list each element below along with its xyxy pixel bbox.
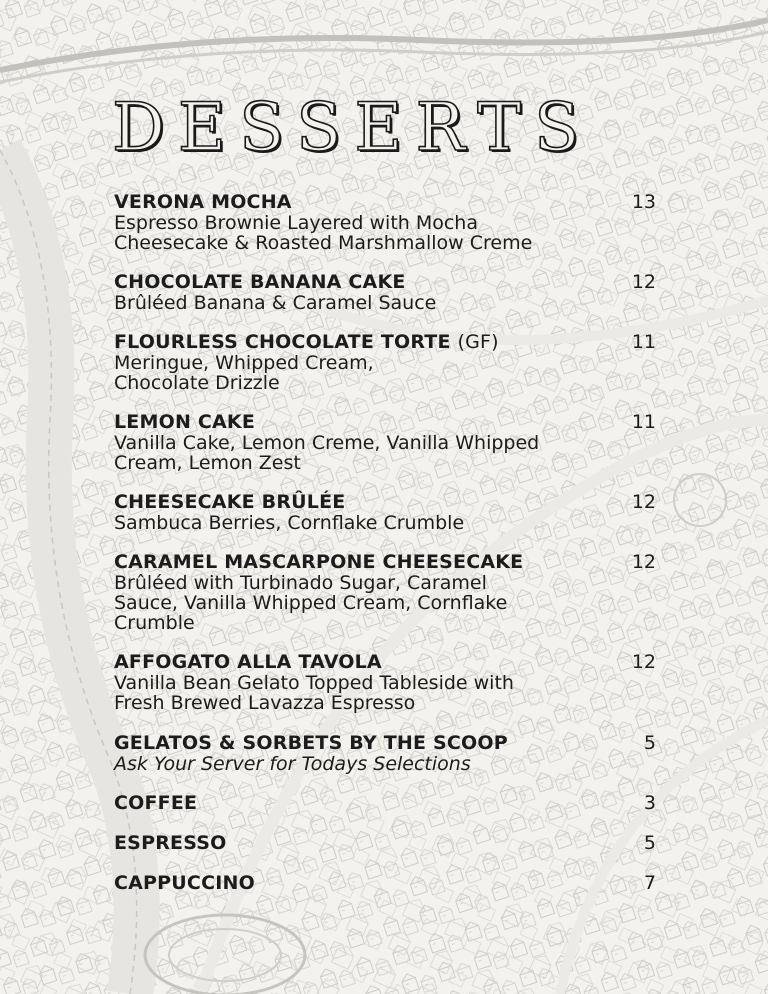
menu-item: [114, 192, 658, 253]
item-name: FLOURLESS CHOCOLATE TORTE: [114, 331, 451, 353]
item-description-line: Brûléed with Turbinado Sugar, Caramel: [114, 572, 487, 594]
item-price: 5: [643, 832, 656, 854]
item-price: 12: [631, 271, 656, 293]
item-price: 7: [643, 872, 656, 894]
item-price: 11: [631, 331, 656, 353]
menu-item: [114, 332, 658, 393]
menu-title: DESSERTS: [112, 89, 593, 166]
item-description-line: Vanilla Bean Gelato Topped Tableside with: [114, 672, 514, 694]
menu-item: [114, 552, 658, 633]
item-description-line: Sauce, Vanilla Whipped Cream, Cornflake: [114, 592, 508, 614]
item-price: 12: [631, 551, 656, 573]
menu-item: [114, 733, 658, 774]
item-description-line: Fresh Brewed Lavazza Espresso: [114, 692, 416, 714]
menu-item: [114, 873, 658, 894]
item-name: AFFOGATO ALLA TAVOLA: [114, 651, 382, 673]
item-name: GELATOS & SORBETS BY THE SCOOP: [114, 732, 508, 754]
item-price: 12: [631, 651, 656, 673]
item-price: 3: [643, 792, 656, 814]
item-description-line: Vanilla Cake, Lemon Creme, Vanilla Whipped: [114, 432, 540, 454]
menu-item: [114, 492, 658, 533]
item-description-line: Brûléed Banana & Caramel Sauce: [114, 292, 437, 314]
item-price: 12: [631, 491, 656, 513]
menu-item: [114, 652, 658, 713]
menu-item: [114, 412, 658, 473]
menu-item: [114, 793, 658, 814]
item-description-line: Espresso Brownie Layered with Mocha: [114, 212, 478, 234]
item-name: LEMON CAKE: [114, 411, 256, 433]
item-name: CAPPUCCINO: [114, 872, 255, 894]
item-name: CHOCOLATE BANANA CAKE: [114, 271, 406, 293]
item-description-line: Sambuca Berries, Cornflake Crumble: [114, 512, 465, 534]
menu-item: [114, 272, 658, 313]
item-description-line: Ask Your Server for Todays Selections: [114, 753, 471, 775]
item-name: VERONA MOCHA: [114, 191, 292, 213]
item-name: CHEESECAKE BRÛLÉE: [114, 491, 346, 513]
item-description-line: Cheesecake & Roasted Marshmallow Creme: [114, 232, 533, 254]
item-description-line: Crumble: [114, 612, 195, 634]
item-price: 5: [643, 732, 656, 754]
item-price: 13: [631, 191, 656, 213]
gluten-free-tag: (GF): [457, 331, 499, 353]
item-description-line: Cream, Lemon Zest: [114, 452, 301, 474]
item-name: ESPRESSO: [114, 832, 227, 854]
item-description-line: Chocolate Drizzle: [114, 372, 280, 394]
item-name: COFFEE: [114, 792, 198, 814]
menu-item: [114, 833, 658, 854]
item-price: 11: [631, 411, 656, 433]
item-name: CARAMEL MASCARPONE CHEESECAKE: [114, 551, 524, 573]
item-description-line: Meringue, Whipped Cream,: [114, 352, 374, 374]
